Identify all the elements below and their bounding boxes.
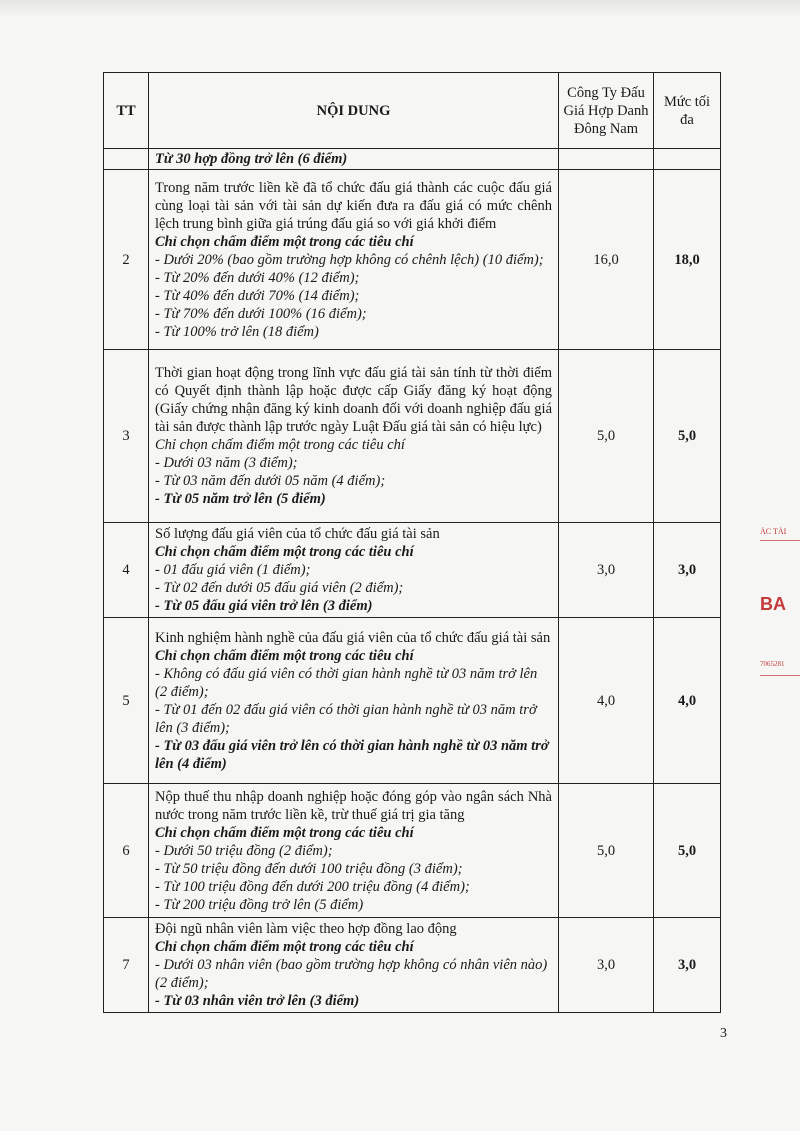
option-item-selected: - Từ 05 đấu giá viên trở lên (3 điểm)	[155, 598, 373, 614]
stamp-arc-line	[760, 675, 800, 676]
score-value: 4,0	[559, 618, 654, 784]
score-value: 16,0	[559, 170, 654, 350]
option-item-selected: - Từ 03 nhân viên trở lên (3 điểm)	[155, 993, 360, 1009]
max-value: 4,0	[654, 618, 721, 784]
option-item: - Từ 01 đến 02 đấu giá viên có thời gian hành nghề từ 03 năm trở lên (3 điểm);	[155, 701, 537, 736]
continuation-max-cell	[654, 149, 721, 170]
max-value: 5,0	[654, 350, 721, 523]
stamp-fragment-top: ÁC TÀI	[760, 527, 787, 536]
criterion-title: Trong năm trước liền kề đã tổ chức đấu giá thành các cuộc đấu giá cùng loại tài sản với tài sản dự kiến đưa ra đấu giá có mức chênh lệch trung bình giữa giá trúng đấu giá so với giá khởi điểm	[155, 179, 552, 232]
option-item: - Dưới 50 triệu đồng (2 điểm);	[155, 842, 333, 859]
criterion-title: Thời gian hoạt động trong lĩnh vực đấu giá tài sản tính từ thời điểm có Quyết định thành lập hoặc được cấp Giấy đăng ký hoạt động (Giấy chứng nhận đăng ký kinh doanh đối với doanh nghiệp đấu giá tài sản được thành lập trước ngày Luật Đấu giá tài sản có hiệu lực)	[155, 365, 552, 435]
option-item: - Từ 02 đến dưới 05 đấu giá viên (2 điểm);	[155, 580, 404, 596]
table-row	[104, 784, 721, 918]
max-value: 18,0	[654, 170, 721, 350]
max-value: 5,0	[654, 784, 721, 918]
row-content	[149, 618, 559, 784]
header-tt: TT	[104, 73, 149, 149]
row-number: 6	[104, 784, 149, 918]
option-item: - Từ 50 triệu đồng đến dưới 100 triệu đồng (3 điểm);	[155, 860, 463, 877]
selection-rule: Chỉ chọn chấm điểm một trong các tiêu chí	[155, 544, 414, 560]
header-content: NỘI DUNG	[149, 73, 559, 149]
header-max: Mức tối đa	[654, 73, 721, 149]
option-item: - Từ 40% đến dưới 70% (14 điểm);	[155, 287, 360, 304]
row-content	[149, 523, 559, 618]
score-value: 3,0	[559, 918, 654, 1013]
row-content	[149, 784, 559, 918]
selection-rule: Chỉ chọn chấm điểm một trong các tiêu chí	[155, 233, 414, 250]
score-value: 5,0	[559, 350, 654, 523]
table-row	[104, 170, 721, 350]
row-content	[149, 350, 559, 523]
table-row	[104, 618, 721, 784]
criterion-title: Số lượng đấu giá viên của tổ chức đấu giá tài sản	[155, 526, 440, 542]
criterion-title: Đội ngũ nhân viên làm việc theo hợp đồng lao động	[155, 921, 457, 937]
option-item: - Từ 03 năm đến dưới 05 năm (4 điểm);	[155, 473, 386, 489]
row-content	[149, 170, 559, 350]
continuation-tt-cell	[104, 149, 149, 170]
option-item: - Từ 100% trở lên (18 điểm)	[155, 323, 319, 340]
table-row	[104, 918, 721, 1013]
scoring-table	[103, 72, 721, 1013]
criterion-title: Nộp thuế thu nhập doanh nghiệp hoặc đóng góp vào ngân sách Nhà nước trong năm trước liền kề, trừ thuế giá trị gia tăng	[155, 788, 552, 823]
max-value: 3,0	[654, 523, 721, 618]
option-item: - Từ 200 triệu đồng trở lên (5 điểm)	[155, 896, 364, 913]
score-value: 3,0	[559, 523, 654, 618]
option-item-selected: - Từ 03 đấu giá viên trở lên có thời gian hành nghề từ 03 năm trở lên (4 điểm)	[155, 737, 549, 772]
row-content	[149, 918, 559, 1013]
stamp-arc-line	[760, 540, 800, 541]
option-item: - Từ 20% đến dưới 40% (12 điểm);	[155, 269, 360, 286]
header-score: Công Ty Đấu Giá Hợp Danh Đông Nam	[559, 73, 654, 149]
selection-rule: Chỉ chọn chấm điểm một trong các tiêu chí	[155, 647, 414, 664]
selection-rule: Chỉ chọn chấm điểm một trong các tiêu chí	[155, 437, 405, 453]
score-value: 5,0	[559, 784, 654, 918]
option-item: - Từ 70% đến dưới 100% (16 điểm);	[155, 305, 367, 322]
criterion-title: Kinh nghiệm hành nghề của đấu giá viên của tổ chức đấu giá tài sản	[155, 629, 551, 646]
option-item: - Không có đấu giá viên có thời gian hành nghề từ 03 năm trở lên (2 điểm);	[155, 665, 538, 700]
selection-rule: Chỉ chọn chấm điểm một trong các tiêu chí	[155, 939, 414, 955]
row-number: 3	[104, 350, 149, 523]
option-item: - Dưới 03 nhân viên (bao gồm trường hợp không có nhân viên nào) (2 điểm);	[155, 957, 548, 991]
max-value: 3,0	[654, 918, 721, 1013]
table-header-row	[104, 73, 721, 149]
continuation-score-cell	[559, 149, 654, 170]
page-number: 3	[720, 1026, 727, 1041]
option-item: - 01 đấu giá viên (1 điểm);	[155, 562, 311, 578]
continuation-row	[104, 149, 721, 170]
stamp-fragment-middle: BA	[760, 594, 786, 614]
scan-edge	[0, 0, 800, 18]
row-number: 2	[104, 170, 149, 350]
option-item: - Dưới 03 năm (3 điểm);	[155, 455, 298, 471]
option-item: - Dưới 20% (bao gồm trường hợp không có chênh lệch) (10 điểm);	[155, 251, 544, 268]
row-number: 4	[104, 523, 149, 618]
table-row	[104, 350, 721, 523]
option-item-selected: - Từ 05 năm trở lên (5 điểm)	[155, 491, 326, 507]
row-number: 7	[104, 918, 149, 1013]
table-row	[104, 523, 721, 618]
stamp-fragment-bottom: 7065281	[760, 660, 785, 668]
continuation-option: Từ 30 hợp đồng trở lên (6 điểm)	[149, 149, 559, 170]
option-item: - Từ 100 triệu đồng đến dưới 200 triệu đồng (4 điểm);	[155, 878, 470, 895]
row-number: 5	[104, 618, 149, 784]
selection-rule: Chỉ chọn chấm điểm một trong các tiêu chí	[155, 824, 414, 841]
